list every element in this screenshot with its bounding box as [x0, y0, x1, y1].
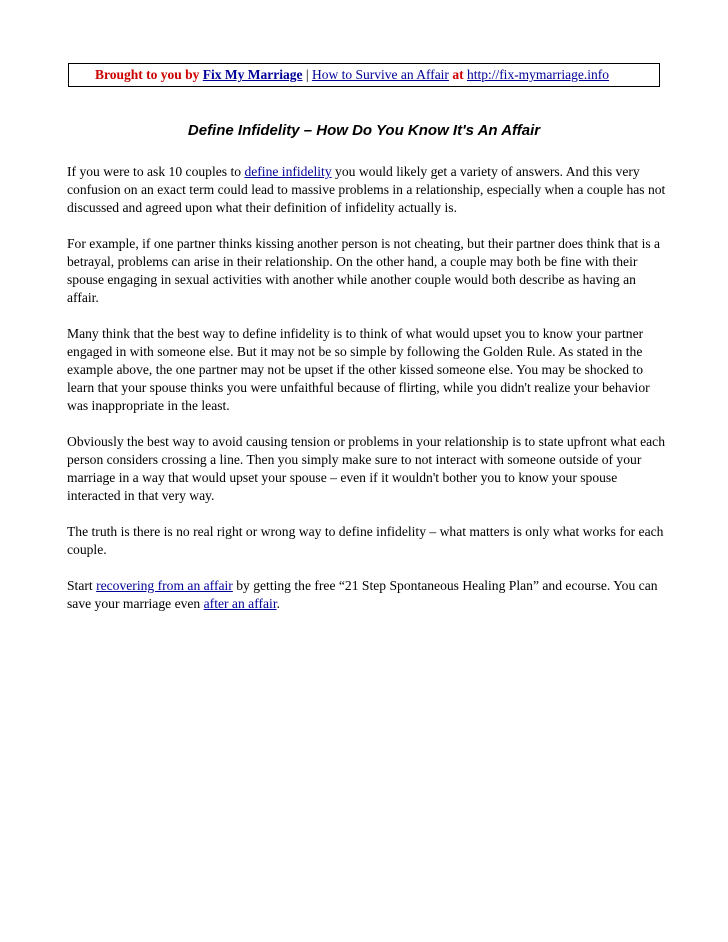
define-infidelity-link[interactable]: define infidelity: [244, 164, 332, 179]
banner-prefix: Brought to you by: [95, 67, 200, 82]
paragraph-1: [67, 163, 667, 217]
paragraph-6-start: Start: [67, 578, 97, 593]
paragraph-6-middle: by getting the free “21 Step Spontaneous Healing Plan” and ecourse. You can save your marriage even: [67, 578, 658, 611]
header-banner: [68, 63, 660, 87]
survive-affair-link[interactable]: How to Survive an Affair: [311, 67, 449, 82]
paragraph-1-after: you would likely get a variety of answers. And this very confusion on an exact term could lead to massive problems in a relationship, especially when a couple has not discussed and agreed upon what their definition of infidelity actually is.: [67, 164, 666, 215]
site-url-link[interactable]: http://fix-mymarriage.info: [466, 67, 610, 82]
paragraph-2: For example, if one partner thinks kissing another person is not cheating, but their partner does think that is a betrayal, problems can arise in their relationship. On the other hand, a couple may both be fine with their spouse engaging in sexual activities with another while another couple would both describe as having an affair.: [67, 236, 661, 305]
after-an-affair-link[interactable]: after an affair: [203, 596, 277, 611]
banner-separator: |: [305, 67, 309, 82]
article-body: [67, 163, 667, 631]
page-title: Define Infidelity – How Do You Know It's An Affair: [187, 122, 541, 139]
paragraph-1-before: If you were to ask 10 couples to: [67, 164, 245, 179]
paragraph-3: Many think that the best way to define infidelity is to think of what would upset you to know your partner engaged in with someone else. But it may not be so simple by following the Golden Rule. As stated in the example above, the one partner may not be upset if the other kissed someone else. You may be shocked to learn that your spouse thinks you were unfaithful because of flirting, while you didn't realize your behavior was inappropriate in the least.: [67, 326, 650, 413]
banner-at: at: [452, 67, 464, 82]
paragraph-6-end: .: [276, 596, 280, 611]
recovering-from-affair-link[interactable]: recovering from an affair: [96, 578, 233, 593]
paragraph-4: Obviously the best way to avoid causing tension or problems in your relationship is to state upfront what each person considers crossing a line. Then you simply make sure to not interact with someone outside of your marriage in a way that would upset your spouse – even if it wouldn't bother you to know your spouse interacted in that very way.: [67, 434, 666, 503]
paragraph-5: The truth is there is no real right or wrong way to define infidelity – what matters is only what works for each couple.: [67, 524, 664, 557]
paragraph-6: [67, 577, 667, 613]
fix-my-marriage-link[interactable]: Fix My Marriage: [202, 67, 303, 82]
